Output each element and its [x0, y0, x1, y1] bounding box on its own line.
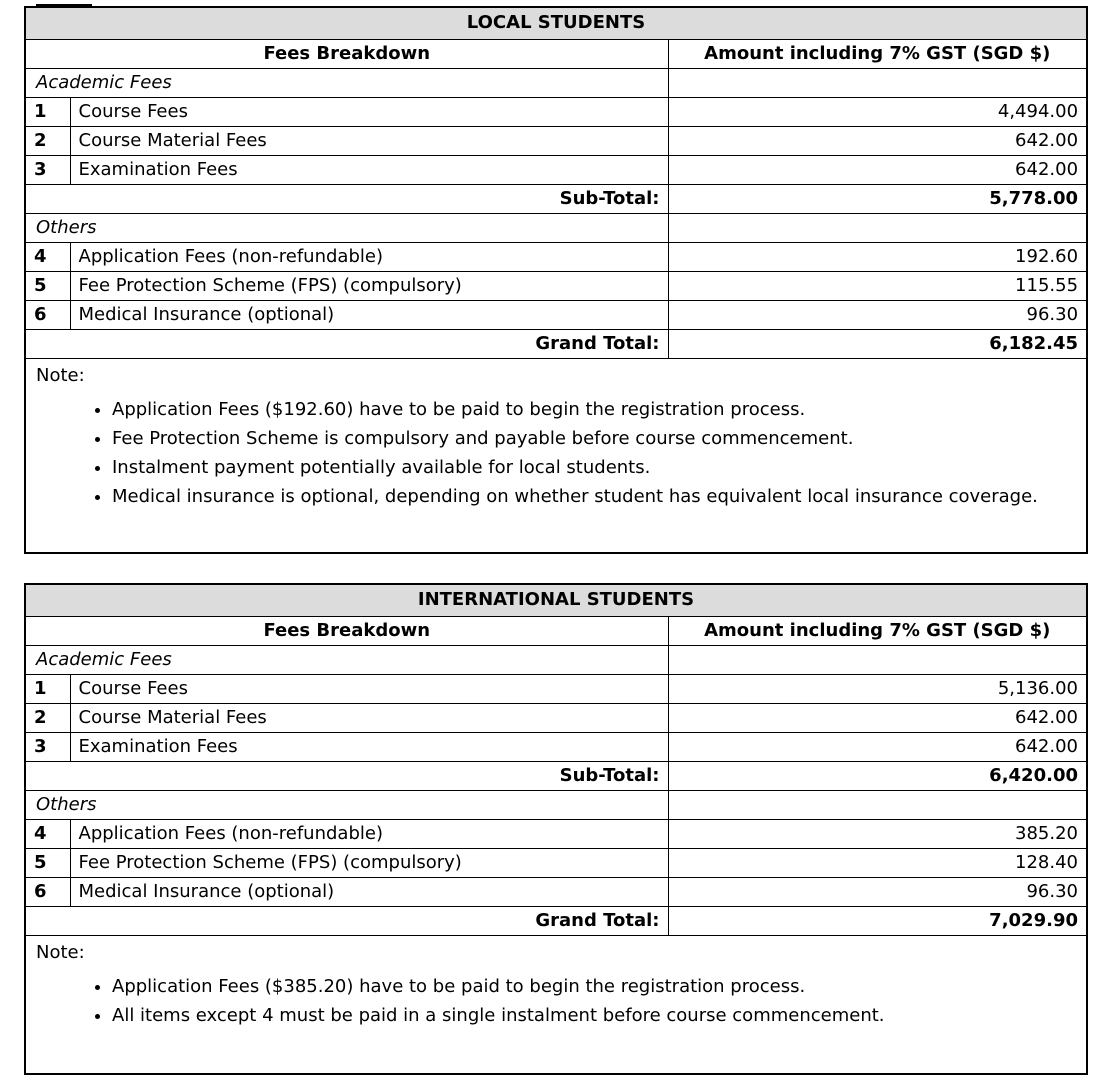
- item-amount: 115.55: [668, 271, 1086, 300]
- table-row: [26, 126, 1086, 155]
- item-amount: 128.40: [668, 848, 1086, 877]
- item-number: 3: [26, 732, 70, 761]
- item-name: Course Material Fees: [70, 703, 668, 732]
- table-row: [26, 732, 1086, 761]
- note-list: [36, 395, 1076, 511]
- item-name: Medical Insurance (optional): [70, 877, 668, 906]
- section-label-others: Others: [26, 790, 668, 819]
- item-amount: 642.00: [668, 155, 1086, 184]
- table-row: [26, 819, 1086, 848]
- empty-cell: [668, 645, 1086, 674]
- subtotal-label: Sub-Total:: [26, 184, 668, 213]
- item-number: 4: [26, 819, 70, 848]
- note-item: • Application Fees ($192.60) have to be paid to begin the registration process.: [112, 395, 1076, 424]
- table-row: [26, 300, 1086, 329]
- note-title: Note:: [36, 364, 85, 386]
- column-header-fees-breakdown: Fees Breakdown: [26, 616, 668, 645]
- table-row: [26, 703, 1086, 732]
- item-amount: 642.00: [668, 126, 1086, 155]
- grand-total-label: Grand Total:: [26, 329, 668, 358]
- column-header-fees-breakdown: Fees Breakdown: [26, 39, 668, 68]
- item-name: Examination Fees: [70, 732, 668, 761]
- international-fee-table: [26, 585, 1086, 936]
- local-students-fee-table: [24, 6, 1088, 554]
- table-row: [26, 271, 1086, 300]
- subtotal-label: Sub-Total:: [26, 761, 668, 790]
- note-title: Note:: [36, 941, 85, 963]
- note-item: • Fee Protection Scheme is compulsory and payable before course commencement.: [112, 424, 1076, 453]
- table-row: [26, 155, 1086, 184]
- item-name: Application Fees (non-refundable): [70, 242, 668, 271]
- item-amount: 5,136.00: [668, 674, 1086, 703]
- column-header-amount: Amount including 7% GST (SGD $): [668, 616, 1086, 645]
- item-amount: 642.00: [668, 703, 1086, 732]
- item-name: Fee Protection Scheme (FPS) (compulsory): [70, 271, 668, 300]
- item-number: 5: [26, 848, 70, 877]
- note-item: • Instalment payment potentially available for local students.: [112, 453, 1076, 482]
- table-row: [26, 848, 1086, 877]
- item-name: Fee Protection Scheme (FPS) (compulsory): [70, 848, 668, 877]
- item-name: Course Material Fees: [70, 126, 668, 155]
- empty-cell: [668, 790, 1086, 819]
- item-number: 2: [26, 126, 70, 155]
- item-number: 6: [26, 877, 70, 906]
- note-section: [26, 359, 1086, 511]
- table-title: INTERNATIONAL STUDENTS: [26, 585, 1086, 616]
- empty-cell: [668, 68, 1086, 97]
- table-row: [26, 242, 1086, 271]
- note-item: • All items except 4 must be paid in a single instalment before course commencement.: [112, 1001, 1076, 1030]
- section-label-academic: Academic Fees: [26, 68, 668, 97]
- international-students-fee-table: [24, 583, 1088, 1075]
- note-item: • Application Fees ($385.20) have to be paid to begin the registration process.: [112, 972, 1076, 1001]
- item-number: 3: [26, 155, 70, 184]
- grand-total-label: Grand Total:: [26, 906, 668, 935]
- table-row: [26, 97, 1086, 126]
- item-number: 6: [26, 300, 70, 329]
- item-number: 2: [26, 703, 70, 732]
- item-amount: 192.60: [668, 242, 1086, 271]
- grand-total-amount: 6,182.45: [668, 329, 1086, 358]
- section-label-others: Others: [26, 213, 668, 242]
- item-name: Course Fees: [70, 674, 668, 703]
- column-header-amount: Amount including 7% GST (SGD $): [668, 39, 1086, 68]
- item-name: Examination Fees: [70, 155, 668, 184]
- item-name: Course Fees: [70, 97, 668, 126]
- note-item: • Medical insurance is optional, depending on whether student has equivalent local insurance coverage.: [112, 482, 1076, 511]
- item-name: Medical Insurance (optional): [70, 300, 668, 329]
- table-title: LOCAL STUDENTS: [26, 8, 1086, 39]
- item-number: 1: [26, 674, 70, 703]
- item-amount: 642.00: [668, 732, 1086, 761]
- item-amount: 4,494.00: [668, 97, 1086, 126]
- empty-cell: [668, 213, 1086, 242]
- grand-total-amount: 7,029.90: [668, 906, 1086, 935]
- item-number: 1: [26, 97, 70, 126]
- table-row: [26, 877, 1086, 906]
- item-name: Application Fees (non-refundable): [70, 819, 668, 848]
- local-fee-table: [26, 8, 1086, 359]
- note-list: [36, 972, 1076, 1030]
- item-number: 5: [26, 271, 70, 300]
- item-number: 4: [26, 242, 70, 271]
- section-label-academic: Academic Fees: [26, 645, 668, 674]
- item-amount: 385.20: [668, 819, 1086, 848]
- subtotal-amount: 5,778.00: [668, 184, 1086, 213]
- item-amount: 96.30: [668, 877, 1086, 906]
- table-row: [26, 674, 1086, 703]
- item-amount: 96.30: [668, 300, 1086, 329]
- subtotal-amount: 6,420.00: [668, 761, 1086, 790]
- note-section: [26, 936, 1086, 1030]
